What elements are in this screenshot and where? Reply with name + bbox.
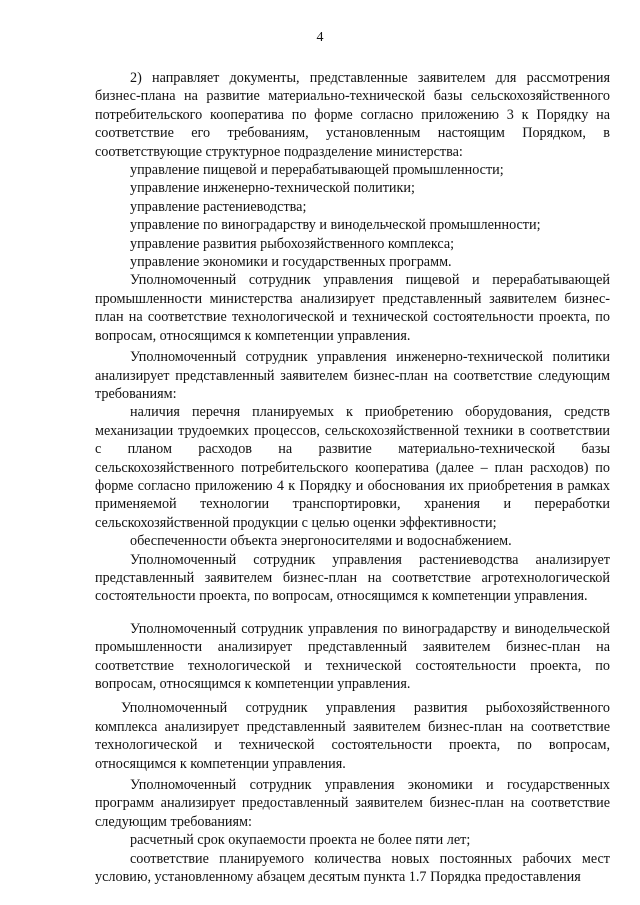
list-item: управление экономики и государственных программ. xyxy=(130,254,452,271)
list-item: обеспеченности объекта энергоносителями и водоснабжением. xyxy=(130,533,512,550)
list-item: расчетный срок окупаемости проекта не более пяти лет; xyxy=(130,832,471,849)
list-item: управление инженерно-технической политики; xyxy=(130,180,415,197)
paragraph: Уполномоченный сотрудник управления пищевой и перерабатывающей промышленности министерства анализирует представленный заявителем бизнес-план на соответствие технологической и технической состоятельности проекта, по вопросам, относящимся к компетенции управления. xyxy=(95,272,610,344)
paragraph: наличия перечня планируемых к приобретению оборудования, средств механизации трудоемких процессов, сельскохозяйственной техники в соответствии с планом расходов на развитие материально-технической базы сельскохозяйственного потребительского кооператива (далее – план расходов) по форме согласно приложению 4 к Порядку и обоснования их приобретения в рамках применяемой технологии транспортировки, хранения и переработки сельскохозяйственной продукции с целью оценки эффективности; xyxy=(95,404,610,531)
paragraph: Уполномоченный сотрудник управления по виноградарству и винодельческой промышленности анализирует представленный заявителем бизнес-план на соответствие технологической и технической состоятельности проекта, по вопросам, относящимся к компетенции управления. xyxy=(95,620,610,692)
paragraph: Уполномоченный сотрудник управления инженерно-технической политики анализирует представленный заявителем бизнес-план на соответствие следующим требованиям: xyxy=(95,349,610,402)
paragraph: Уполномоченный сотрудник управления растениеводства анализирует представленный заявителем бизнес-план на соответствие агротехнологической состоятельности проекта, по вопросам, относящимся к компетенции управления. xyxy=(95,551,610,605)
paragraph: Уполномоченный сотрудник управления развития рыбохозяйственного комплекса анализирует представленный заявителем бизнес-план на соответствие технологической и технической состоятельности проекта, по вопросам, относящимся к компетенции управления. xyxy=(95,700,610,772)
list-item: управление растениеводства; xyxy=(130,198,307,215)
paragraph: соответствие планируемого количества новых постоянных рабочих мест условию, установленному абзацем десятым пункта 1.7 Порядка предоставления xyxy=(95,850,610,886)
list-item: управление по виноградарству и винодельческой промышленности; xyxy=(130,217,541,234)
list-item: управление развития рыбохозяйственного комплекса; xyxy=(130,235,455,252)
paragraph: 2) направляет документы, представленные заявителем для рассмотрения бизнес-плана на развитие материально-технической базы сельскохозяйственного потребительского кооператива по форме согласно приложению 3 к Порядку на соответствие его требованиям, установленным настоящим Порядком, в соответствующие структурное подразделение министерства: xyxy=(95,70,610,160)
paragraph: Уполномоченный сотрудник управления экономики и государственных программ анализирует предоставленный заявителем бизнес-план на соответствие следующим требованиям: xyxy=(95,777,610,830)
list-item: управление пищевой и перерабатывающей промышленности; xyxy=(130,162,504,179)
document-body xyxy=(95,69,610,886)
page-number: 4 xyxy=(316,30,324,45)
